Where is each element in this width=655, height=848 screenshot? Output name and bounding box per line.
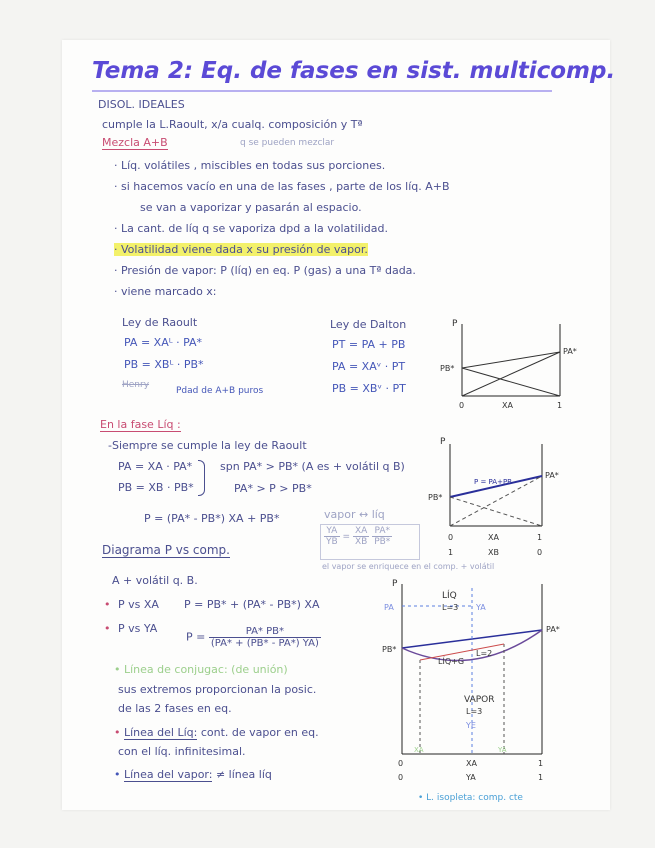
vapor-liq-label: vapor ↔ líq: [324, 508, 385, 521]
diagram-eq: P = PB* + (PA* - PB*) XA: [184, 598, 320, 611]
raoult-title: Ley de Raoult: [122, 316, 198, 329]
graph-raoult: [440, 316, 590, 416]
region-label: LÍQ+G: [438, 657, 465, 666]
tick-label: 0: [537, 548, 543, 557]
tick-label: 1: [537, 533, 543, 542]
region-l: L=3: [466, 707, 483, 716]
pa-label: PA*: [545, 471, 559, 480]
tick-label: 1: [538, 759, 544, 768]
liq-eq: PA = XA · PA*: [118, 460, 193, 473]
dalton-eq: PA = XAᵛ · PT: [332, 360, 406, 373]
highlighted-line: · Volatilidad viene dada x su presión de vapor.: [114, 243, 368, 256]
diagram-bullet-label: P vs XA: [118, 598, 159, 611]
dalton-eq: PT = PA + PB: [332, 338, 406, 351]
bullet-line: · si hacemos vacío en una de las fases , parte de los líq. A+B: [114, 180, 450, 193]
section-heading: En la fase Líq :: [100, 418, 181, 431]
isopleta-label: • L. isopleta: comp. cte: [418, 793, 523, 803]
bullet-line: · Líq. volátiles , miscibles en todas sus porciones.: [114, 159, 386, 172]
ya-mark: YA: [498, 746, 507, 754]
bullet-line: · La cant. de líq q se vaporiza dpd a la volatilidad.: [114, 222, 388, 235]
conj-title: • Línea de conjugac: (de unión): [114, 663, 288, 676]
tick-label: 1: [557, 401, 563, 410]
dalton-title: Ley de Dalton: [330, 318, 407, 331]
tick-label: 0: [398, 773, 404, 782]
page-title: Tema 2: Eq. de fases en sist. multicomp.: [92, 58, 616, 84]
raoult-eq: PB = XBᴸ · PB*: [124, 358, 204, 371]
enrich-note: el vapor se enriquece en el comp. + volátil: [322, 562, 495, 571]
x-label: XB: [488, 548, 499, 557]
x-label: XA: [488, 533, 499, 542]
tick-label: 0: [448, 533, 454, 542]
region-label: VAPOR: [464, 695, 495, 705]
bullet-dot: •: [104, 622, 111, 635]
graph-total-pressure: [424, 434, 574, 562]
notebook-page: [62, 40, 616, 810]
raoult-note: Pdad de A+B puros: [176, 386, 264, 396]
graph-phase-diagram: [362, 568, 602, 808]
liq-line: -Siempre se cumple la ley de Raoult: [108, 439, 307, 452]
conj-line: sus extremos proporcionan la posic.: [118, 683, 317, 696]
bullet-line: · Presión de vapor: P (líq) en eq. P (gas) a una Tª dada.: [114, 264, 416, 277]
line-label: P = PA+PB: [474, 478, 512, 486]
region-label: LÍQ: [442, 591, 457, 601]
x-label: XA: [466, 759, 477, 768]
ya-top-label: YA: [476, 603, 486, 612]
pa-label: PA*: [546, 625, 560, 634]
liq-eq: PB = XB · PB*: [118, 481, 194, 494]
bullet-line: · viene marcado x:: [114, 285, 217, 298]
liq-order: PA* > P > PB*: [234, 482, 312, 495]
dalton-eq: PB = XBᵛ · PT: [332, 382, 406, 395]
pb-label: PB*: [440, 364, 455, 373]
raoult-eq: PA = XAᴸ · PA*: [124, 336, 203, 349]
section-heading: Diagrama P vs comp.: [102, 543, 230, 557]
crossed-word: Henry: [122, 380, 150, 390]
bullet-dot: •: [104, 598, 111, 611]
liq-line-note: con el líq. infinitesimal.: [118, 745, 246, 758]
x-label: XA: [502, 401, 513, 410]
pb-label: PB*: [428, 493, 443, 502]
x-label: YA: [466, 773, 476, 782]
section-heading: DISOL. IDEALES: [98, 98, 185, 111]
mezcla-label: Mezcla A+B: [102, 136, 168, 149]
pb-label: PB*: [382, 645, 397, 654]
pa-left-label: PA: [384, 603, 394, 612]
ye-label: YE: [466, 721, 476, 730]
tick-label: 1: [538, 773, 544, 782]
liq-eq: P = (PA* - PB*) XA + PB*: [144, 512, 280, 525]
tick-label: 1: [448, 548, 454, 557]
liq-line-note: • Línea del Líq: cont. de vapor en eq.: [114, 726, 319, 739]
liq-spn: spn PA* > PB* (A es + volátil q B): [220, 460, 405, 473]
intro-line: cumple la L.Raoult, x/a cualq. composición y Tª: [102, 118, 363, 131]
conj-line: de las 2 fases en eq.: [118, 702, 232, 715]
diagram-line: A + volátil q. B.: [112, 574, 198, 587]
xa-mark: XA: [414, 746, 424, 754]
vap-line-note: • Línea del vapor: ≠ línea líq: [114, 768, 272, 781]
region-l: L=3: [442, 603, 459, 612]
tick-label: 0: [459, 401, 465, 410]
ratio-eq: $\frac{YA}{YB}$ = $\frac{XA}{XB}$ $\frac{PA*}{PB*}$: [326, 526, 391, 547]
diagram-bullet-label: P vs YA: [118, 622, 158, 635]
region-l: L=2: [476, 649, 493, 658]
tick-label: 0: [398, 759, 404, 768]
bullet-line: se van a vaporizar y pasarán al espacio.: [140, 201, 362, 214]
brace: [198, 460, 205, 496]
diagram-eq: P = $\frac{PA* PB*}{(PA* + (PB* - PA*) YA)}$: [186, 626, 319, 649]
axis-label: P: [392, 579, 398, 589]
mezcla-note: q se pueden mezclar: [240, 138, 335, 148]
pa-label: PA*: [563, 347, 577, 356]
title-underline: [92, 90, 552, 92]
axis-label: P: [440, 437, 446, 447]
axis-label: P: [452, 319, 458, 329]
